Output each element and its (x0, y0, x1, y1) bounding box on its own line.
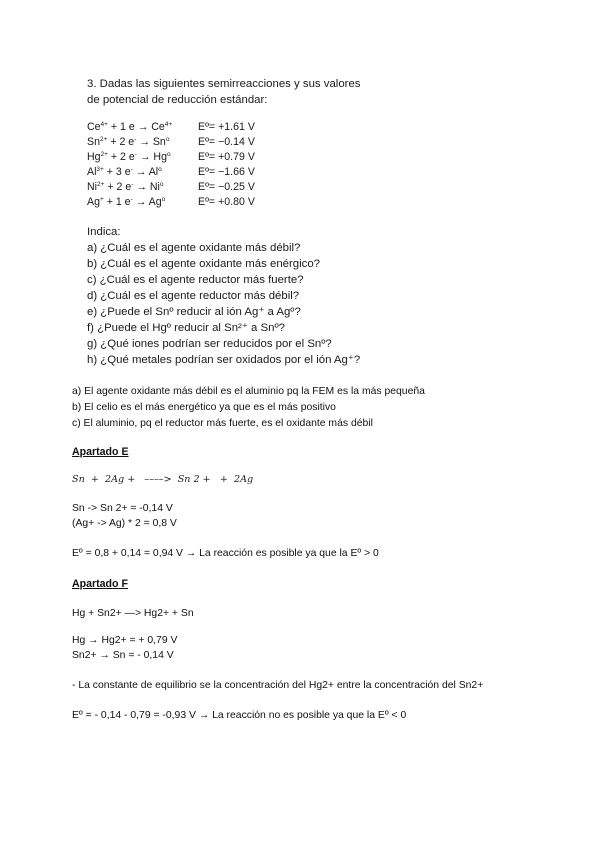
reaction-potential: Eº= −1.66 V (198, 166, 255, 178)
section-e-result: Eº = 0,8 + 0,14 = 0,94 V → La reacción es posible ya que la Eº > 0 (72, 548, 379, 559)
section-f-heading: Apartado F (72, 578, 128, 590)
section-f-result: Eº = - 0,14 - 0,79 = -0,93 V → La reacción no es posible ya que la Eº < 0 (72, 710, 407, 721)
question-item: e) ¿Puede el Snº reducir al ión Ag⁺ a Agº? (87, 306, 301, 318)
reaction-equation: $Ce^{4+} + 1$ $e \to Ce^{4+}$ (87, 121, 173, 133)
reaction-equation: $Ni^{2+} + 2$ $e^- \to Ni^o$ (87, 181, 164, 193)
reaction-row (87, 196, 255, 208)
question-item: h) ¿Qué metales podrían ser oxidados por el ión Ag⁺? (87, 354, 361, 366)
answer-c: c) El aluminio, pq el reductor más fuerte, es el oxidante más débil (72, 418, 373, 429)
reaction-potential: Eº= −0.25 V (198, 181, 255, 193)
reaction-potential: Eº= +0.80 V (198, 196, 255, 208)
reaction-potential: Eº= +0.79 V (198, 151, 255, 163)
answer-b: b) El celio es el más energético ya que es el más positivo (72, 402, 336, 413)
reaction-potential: Eº= +1.61 V (198, 121, 255, 133)
indica-label: Indica: (87, 226, 121, 238)
question-item: g) ¿Qué iones podrían ser reducidos por el Snº? (87, 338, 332, 350)
reaction-row (87, 121, 255, 133)
reaction-equation: Ag+ + 1 $e^- \to Ag^o$ (87, 196, 166, 208)
question-title-line1: 3. Dadas las siguientes semirreacciones y sus valores (87, 78, 361, 90)
question-item: d) ¿Cuál es el agente reductor más débil? (87, 290, 300, 302)
reaction-row (87, 151, 255, 163)
section-e-formula: Sn + 2Ag + ––––> Sn 2 + + 2Ag (72, 474, 254, 485)
reaction-row (87, 181, 255, 193)
question-item: b) ¿Cuál es el agente oxidante más enérgico? (87, 258, 321, 270)
question-title-line2: de potencial de reducción estándar: (87, 94, 268, 106)
reaction-potential: Eº= −0.14 V (198, 136, 255, 148)
section-f-line2: Sn2+ → Sn = - 0,14 V (72, 650, 174, 661)
section-e-heading: Apartado E (72, 446, 129, 458)
section-f-note: - La constante de equilibrio se la concentración del Hg2+ entre la concentración del Sn2+ (72, 680, 484, 691)
reaction-equation: $Al^{3+} + 3$ $e^- \to Al^o$ (87, 166, 162, 178)
question-item: a) ¿Cuál es el agente oxidante más débil? (87, 242, 301, 254)
reaction-row (87, 166, 255, 178)
question-item: c) ¿Cuál es el agente reductor más fuerte? (87, 274, 304, 286)
reaction-equation: $Sn^{2+} + 2$ $e^- \to Sn^o$ (87, 136, 170, 148)
section-f-reaction: Hg + Sn2+ —> Hg2+ + Sn (72, 608, 194, 619)
section-e-line1: Sn -> Sn 2+ = -0,14 V (72, 503, 173, 514)
question-item: f) ¿Puede el Hgº reducir al Sn²⁺ a Snº? (87, 322, 285, 334)
reaction-row (87, 136, 255, 148)
answer-a: a) El agente oxidante más débil es el aluminio pq la FEM es la más pequeña (72, 386, 425, 397)
section-e-line2: (Ag+ -> Ag) * 2 = 0,8 V (72, 518, 177, 529)
section-f-line1: Hg → Hg2+ = + 0,79 V (72, 635, 178, 646)
reaction-equation: $Hg^{2+} + 2$ $e^- \to Hg^o$ (87, 151, 171, 163)
